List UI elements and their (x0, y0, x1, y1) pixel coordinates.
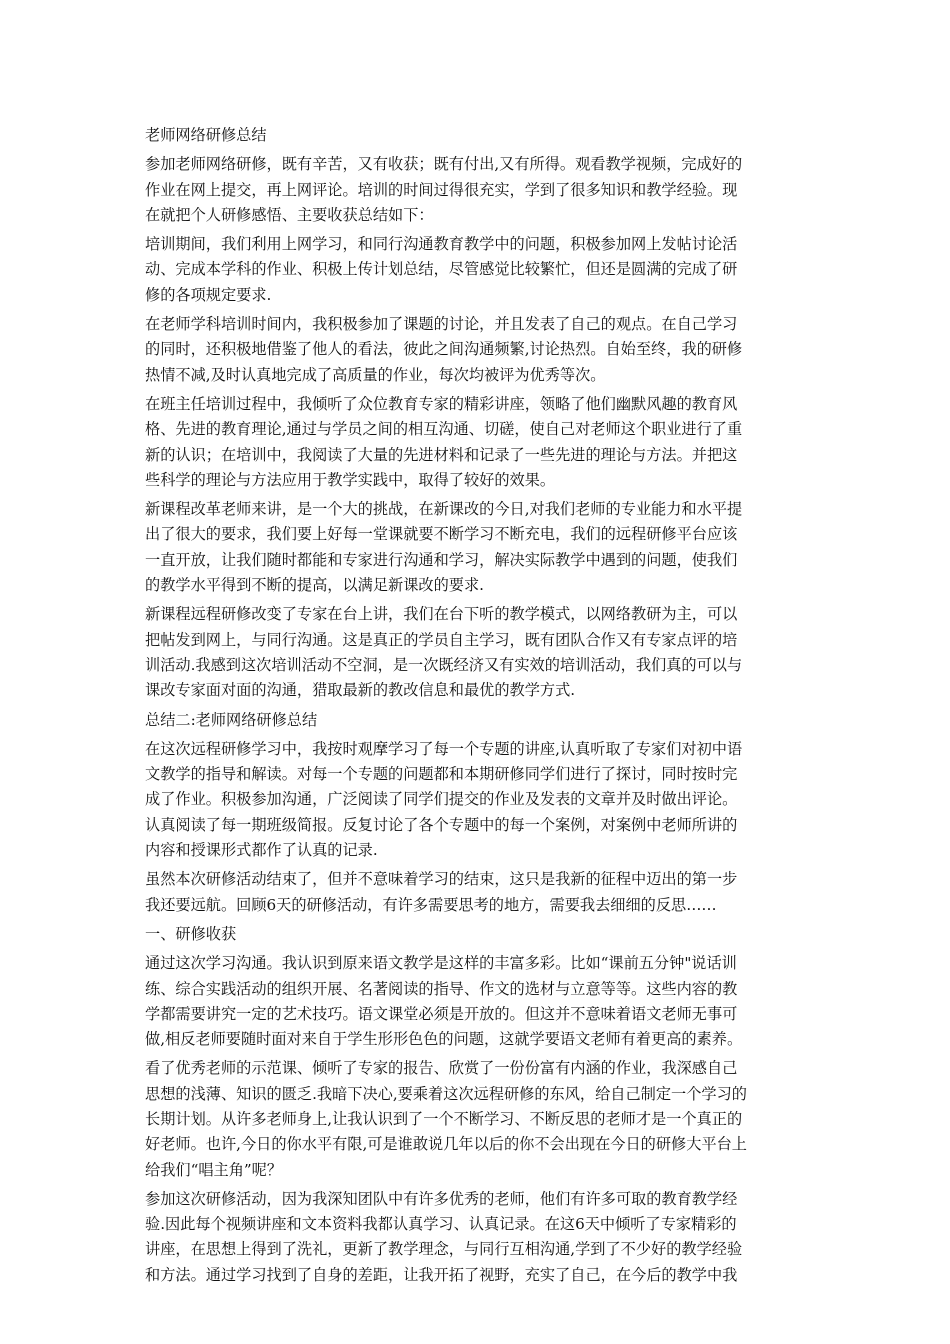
paragraph (145, 602, 809, 703)
text-line: 作业在网上提交，再上网评论。培训的时间过得很充实，学到了很多知识和教学经验。现 (145, 180, 738, 199)
text-line: 认真阅读了每一期班级简报。反复讨论了各个专题中的每一个案例，对案例中老师所讲的 (145, 815, 738, 834)
document-page (145, 123, 809, 1292)
text-line: 把帖发到网上，与同行沟通。这是真正的学员自主学习，既有团队合作又有专家点评的培 (145, 630, 738, 649)
text-line: 在这次远程研修学习中，我按时观摩学习了每一个专题的讲座,认真听取了专家们对初中语 (145, 739, 743, 758)
paragraph (145, 232, 809, 308)
text-line: 虽然本次研修活动结束了，但并不意味着学习的结束，这只是我新的征程中迈出的第一步 (145, 870, 738, 889)
text-line: 的教学水平得到不断的提高，以满足新课改的要求. (145, 576, 484, 595)
text-line: 做,相反老师要随时面对来自于学生形形色色的问题，这就学要语文老师有着更高的素养。 (145, 1030, 743, 1049)
text-line: 新课程远程研修改变了专家在台上讲，我们在台下听的教学模式，以网络教研为主，可以 (145, 605, 738, 624)
text-line: 老师网络研修总结 (145, 126, 267, 144)
paragraph (145, 312, 809, 388)
text-line: 培训期间，我们利用上网学习，和同行沟通教育教学中的问题，积极参加网上发帖讨论活 (145, 235, 738, 254)
text-line: 新的认识；在培训中，我阅读了大量的先进材料和记录了一些先进的理论与方法。并把这 (145, 445, 738, 464)
text-line: 在就把个人研修感悟、主要收获总结如下： (145, 205, 434, 224)
text-line: 学都需要讲究一定的艺术技巧。语文课堂必须是开放的。但这并不意味着语文老师无事可 (145, 1004, 738, 1023)
paragraph (145, 1187, 809, 1288)
paragraph (145, 152, 809, 228)
text-line: 验.因此每个视频讲座和文本资料我都认真学习、认真记录。在这6天中倾听了专家精彩的 (145, 1215, 737, 1234)
paragraph (145, 1056, 809, 1182)
text-line: 在班主任培训过程中，我倾听了众位教育专家的精彩讲座，领略了他们幽默风趣的教育风 (145, 394, 738, 413)
text-line: 参加这次研修活动，因为我深知团队中有许多优秀的老师，他们有许多可取的教育教学经 (145, 1189, 738, 1208)
text-line: 些科学的理论与方法应用于教学实践中，取得了较好的效果。 (145, 470, 556, 489)
text-line: 的同时，还积极地借鉴了他人的看法，彼此之间沟通频繁,讨论热烈。自始至终，我的研修 (145, 340, 743, 359)
text-line: 在老师学科培训时间内，我积极参加了课题的讨论，并且发表了自己的观点。在自己学习 (145, 315, 738, 334)
text-line: 热情不减,及时认真地完成了高质量的作业，每次均被评为优秀等次。 (145, 365, 606, 384)
text-line: 成了作业。积极参加沟通，广泛阅读了同学们提交的作业及发表的文章并及时做出评论。 (145, 790, 738, 809)
paragraph (145, 392, 809, 493)
text-line: 一直开放，让我们随时都能和专家进行沟通和学习，解决实际教学中遇到的问题，使我们 (145, 550, 738, 569)
text-line: 参加老师网络研修，既有辛苦，又有收获；既有付出,又有所得。观看教学视频，完成好的 (145, 155, 743, 174)
paragraph (145, 737, 809, 863)
section-heading (145, 708, 809, 733)
text-line: 看了优秀老师的示范课、倾听了专家的报告、欣赏了一份份富有内涵的作业，我深感自己 (145, 1059, 738, 1078)
paragraph (145, 867, 809, 918)
text-line: 通过这次学习沟通。我认识到原来语文教学是这样的丰富多彩。比如“课前五分钟"说话训 (145, 954, 737, 973)
text-line: 修的各项规定要求. (145, 285, 272, 304)
text-line: 格、先进的教育理论,通过与学员之间的相互沟通、切磋，使自己对老师这个职业进行了重 (145, 420, 743, 439)
text-line: 内容和授课形式都作了认真的记录. (145, 841, 378, 860)
text-line: 给我们“唱主角”呢？ (145, 1160, 283, 1179)
text-line: 文教学的指导和解读。对每一个专题的问题都和本期研修同学们进行了探讨，同时按时完 (145, 765, 738, 784)
text-line: 一、研修收获 (145, 924, 237, 943)
text-line: 讲座，在思想上得到了洗礼，更新了教学理念，与同行互相沟通,学到了不少好的教学经验 (145, 1240, 743, 1259)
paragraph (145, 497, 809, 598)
text-line: 出了很大的要求，我们要上好每一堂课就要不断学习不断充电，我们的远程研修平台应该 (145, 525, 738, 544)
text-line: 练、综合实践活动的组织开展、名著阅读的指导、作文的选材与立意等等。这些内容的教 (145, 979, 738, 998)
section-heading (145, 123, 809, 148)
section-heading (145, 922, 809, 947)
text-line: 动、完成本学科的作业、积极上传计划总结，尽管感觉比较繁忙，但还是圆满的完成了研 (145, 260, 738, 279)
text-line: 思想的浅薄、知识的匮乏.我暗下决心,要乘着这次远程研修的东风，给自己制定一个学习的 (145, 1084, 747, 1103)
text-line: 新课程改革老师来讲，是一个大的挑战，在新课改的今日,对我们老师的专业能力和水平提 (145, 500, 743, 519)
text-line: 总结二:老师网络研修总结 (145, 710, 318, 729)
text-line: 训活动.我感到这次培训活动不空洞，是一次既经济又有实效的培训活动，我们真的可以与 (145, 655, 743, 674)
text-line: 和方法。通过学习找到了自身的差距，让我开拓了视野，充实了自己，在今后的教学中我 (145, 1265, 738, 1284)
text-line: 长期计划。从许多老师身上,让我认识到了一个不断学习、不断反思的老师才是一个真正的 (145, 1109, 743, 1128)
text-line: 课改专家面对面的沟通，猎取最新的教改信息和最优的教学方式. (145, 681, 576, 700)
text-line: 我还要远航。回顾6天的研修活动，有许多需要思考的地方，需要我去细细的反思…… (145, 895, 717, 914)
paragraph (145, 951, 809, 1052)
text-line: 好老师。也许,今日的你水平有限,可是谁敢说几年以后的你不会出现在今日的研修大平台上 (145, 1135, 747, 1154)
